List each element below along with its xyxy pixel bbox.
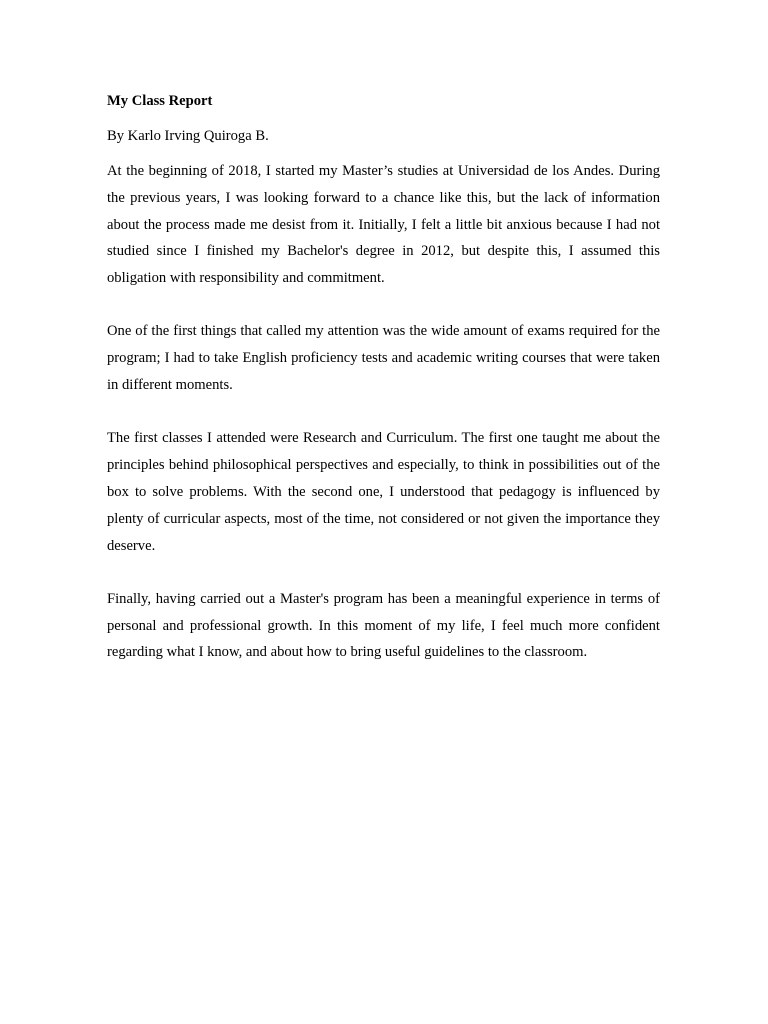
- paragraph-conclusion: Finally, having carried out a Master's program has been a meaningful experience in terms of personal and professional growth. In this moment of my life, I feel much more confident regarding what I know, and about how to bring useful guidelines to the classroom.: [107, 590, 660, 661]
- document-title: My Class Report: [107, 93, 213, 109]
- author-line: By Karlo Irving Quiroga B.: [107, 128, 269, 144]
- paragraph-intro: At the beginning of 2018, I started my Master’s studies at Universidad de los Andes. During the previous years, I was looking forward to a chance like this, but the lack of information about the process made me desist from it. Initially, I felt a little bit anxious because I had not studied since I finished my Bachelor's degree in 2012, but despite this, I assumed this obligation with responsibility and commitment.: [107, 163, 660, 287]
- document-page: [107, 88, 660, 666]
- paragraph-exams: One of the first things that called my attention was the wide amount of exams required for the program; I had to take English proficiency tests and academic writing courses that were taken in different moments.: [107, 323, 660, 394]
- paragraph-classes: The first classes I attended were Research and Curriculum. The first one taught me about the principles behind philosophical perspectives and especially, to think in possibilities out of the box to solve problems. With the second one, I understood that pedagogy is influenced by plenty of curricular aspects, most of the time, not considered or not given the importance they deserve.: [107, 430, 660, 554]
